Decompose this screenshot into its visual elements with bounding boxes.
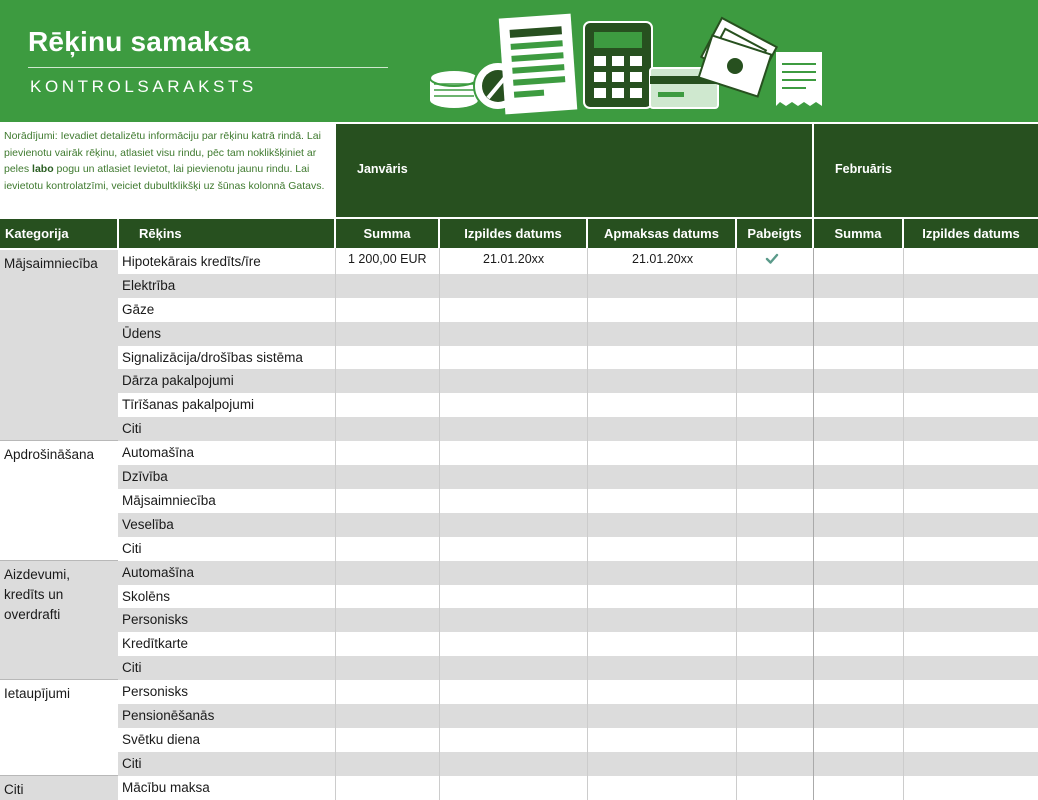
bill-name: Citi <box>122 660 142 675</box>
table-row[interactable] <box>118 513 1038 537</box>
col-header-amount[interactable]: Summa <box>336 219 438 248</box>
bill-name: Citi <box>122 541 142 556</box>
col-header-category[interactable]: Kategorija <box>0 219 117 248</box>
title-divider <box>28 67 388 68</box>
page-subtitle: KONTROLSARAKSTS <box>30 77 257 96</box>
column-divider <box>335 248 336 800</box>
column-divider <box>736 248 737 800</box>
column-divider <box>439 248 440 800</box>
bill-name: Pensionēšanās <box>122 708 215 723</box>
category-cell: Mājsaimniecība <box>0 250 118 441</box>
table-row[interactable] <box>118 537 1038 561</box>
table-row[interactable] <box>118 608 1038 632</box>
bill-name: Elektrība <box>122 278 176 293</box>
table-row[interactable] <box>118 489 1038 513</box>
bill-name: Dzīvība <box>122 469 168 484</box>
table-row[interactable] <box>118 274 1038 298</box>
bill-name: Svētku diena <box>122 732 201 747</box>
table-row[interactable] <box>118 585 1038 609</box>
table-row[interactable] <box>118 465 1038 489</box>
bill-name: Mājsaimniecība <box>122 493 216 508</box>
table-row[interactable] <box>118 680 1038 704</box>
column-divider <box>587 248 588 800</box>
bill-name: Citi <box>122 756 142 771</box>
category-cell: Ietaupījumi <box>0 680 118 776</box>
checkmark-icon[interactable] <box>765 252 779 266</box>
instructions-text: Norādījumi: Ievadiet detalizētu informāciju par rēķinu katrā rindā. Lai pievienotu vairāk rēķinu, atlasiet visu rindu, pēc tam noklikšķiniet ar peles labo pogu un atlasiet Ievietot, lai pievienotu jaunu rindu. Lai ievietotu kontrolatzīmi, veiciet dubultklikšķi uz šūnas kolonnā Gatavs. <box>4 130 325 192</box>
col-header-bill[interactable]: Rēķins <box>119 219 334 248</box>
table-row[interactable] <box>118 346 1038 370</box>
page-title: Rēķinu samaksa <box>28 26 251 57</box>
table-row[interactable] <box>118 322 1038 346</box>
table-row[interactable] <box>118 704 1038 728</box>
table-row[interactable] <box>118 250 1038 274</box>
col-header-done[interactable]: Pabeigts <box>737 219 812 248</box>
bill-name: Citi <box>122 421 142 436</box>
due-date-cell[interactable]: 21.01.20xx <box>632 252 694 266</box>
table-row[interactable] <box>118 728 1038 752</box>
bill-name: Signalizācija/drošības sistēma <box>122 350 303 365</box>
bill-name: Tīrīšanas pakalpojumi <box>122 397 255 412</box>
table-row[interactable] <box>118 752 1038 776</box>
bill-name: Kredītkarte <box>122 636 189 651</box>
bill-name: Veselība <box>122 517 174 532</box>
bill-name: Automašīna <box>122 445 195 460</box>
amount-cell[interactable]: 1 200,00 EUR <box>348 252 427 266</box>
category-cell: Apdrošināšana <box>0 441 118 561</box>
calculator-icon <box>584 22 652 108</box>
invoice-icon <box>499 14 578 115</box>
col-header-issue-date[interactable]: Izpildes datums <box>440 219 586 248</box>
bill-name: Automašīna <box>122 565 195 580</box>
col-header-issue-date-feb[interactable]: Izpildes datums <box>904 219 1038 248</box>
table-row[interactable] <box>118 369 1038 393</box>
col-header-amount-feb[interactable]: Summa <box>814 219 902 248</box>
month-divider <box>813 248 814 800</box>
issue-date-cell[interactable]: 21.01.20xx <box>483 252 545 266</box>
table-row[interactable] <box>118 298 1038 322</box>
bill-name: Personisks <box>122 684 189 699</box>
bill-name: Mācību maksa <box>122 780 210 795</box>
col-header-due-date[interactable]: Apmaksas datums <box>588 219 735 248</box>
column-divider <box>903 248 904 800</box>
bill-name: Dārza pakalpojumi <box>122 373 234 388</box>
table-row[interactable] <box>118 417 1038 441</box>
month-label-february: Februāris <box>835 162 892 176</box>
table-row[interactable] <box>118 776 1038 800</box>
table-row[interactable] <box>118 656 1038 680</box>
table-row[interactable] <box>118 393 1038 417</box>
table-row[interactable] <box>118 632 1038 656</box>
month-label-january: Janvāris <box>357 162 408 176</box>
bills-illustration-icon <box>424 8 834 120</box>
bill-name: Ūdens <box>122 326 162 341</box>
table-row[interactable] <box>118 561 1038 585</box>
bill-name: Skolēns <box>122 589 171 604</box>
banner <box>0 0 1038 122</box>
bill-name: Hipotekārais kredīts/īre <box>122 254 261 269</box>
bill-name: Personisks <box>122 612 189 627</box>
receipt-icon <box>776 52 822 106</box>
bill-name: Gāze <box>122 302 155 317</box>
category-cell: Aizdevumi, kredīts un overdrafti <box>0 561 118 681</box>
table-row[interactable] <box>118 441 1038 465</box>
category-cell: Citi <box>0 776 118 800</box>
